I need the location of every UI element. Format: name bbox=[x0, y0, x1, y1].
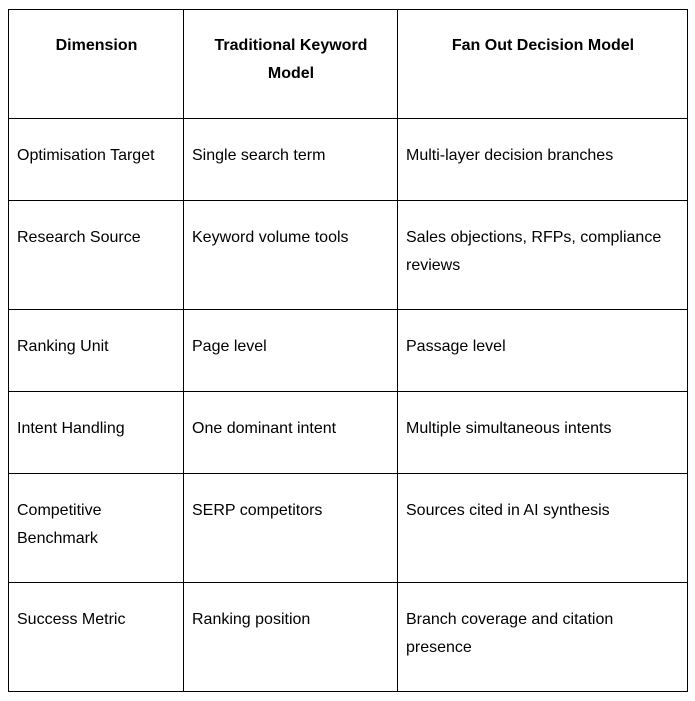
cell-dimension: Competitive Benchmark bbox=[9, 474, 184, 583]
cell-fan-out: Sources cited in AI synthesis bbox=[398, 474, 688, 583]
cell-dimension: Success Metric bbox=[9, 583, 184, 692]
table-header bbox=[9, 10, 688, 119]
cell-fan-out: Multiple simultaneous intents bbox=[398, 392, 688, 474]
cell-traditional: Page level bbox=[184, 310, 398, 392]
table-row bbox=[9, 474, 688, 583]
cell-fan-out: Passage level bbox=[398, 310, 688, 392]
table-row bbox=[9, 310, 688, 392]
cell-fan-out: Branch coverage and citation presence bbox=[398, 583, 688, 692]
header-row bbox=[9, 10, 688, 119]
table-row bbox=[9, 201, 688, 310]
table-body bbox=[9, 119, 688, 692]
cell-dimension: Ranking Unit bbox=[9, 310, 184, 392]
cell-dimension: Research Source bbox=[9, 201, 184, 310]
table-row bbox=[9, 119, 688, 201]
cell-fan-out: Multi-layer decision branches bbox=[398, 119, 688, 201]
cell-traditional: Keyword volume tools bbox=[184, 201, 398, 310]
comparison-table bbox=[8, 9, 688, 692]
header-fan-out-decision-model: Fan Out Decision Model bbox=[398, 10, 688, 119]
header-traditional-keyword-model: Traditional Keyword Model bbox=[184, 10, 398, 119]
table-row bbox=[9, 583, 688, 692]
cell-dimension: Optimisation Target bbox=[9, 119, 184, 201]
table-row bbox=[9, 392, 688, 474]
cell-fan-out: Sales objections, RFPs, compliance reviews bbox=[398, 201, 688, 310]
cell-dimension: Intent Handling bbox=[9, 392, 184, 474]
cell-traditional: Ranking position bbox=[184, 583, 398, 692]
cell-traditional: SERP competitors bbox=[184, 474, 398, 583]
cell-traditional: One dominant intent bbox=[184, 392, 398, 474]
header-dimension: Dimension bbox=[9, 10, 184, 119]
cell-traditional: Single search term bbox=[184, 119, 398, 201]
